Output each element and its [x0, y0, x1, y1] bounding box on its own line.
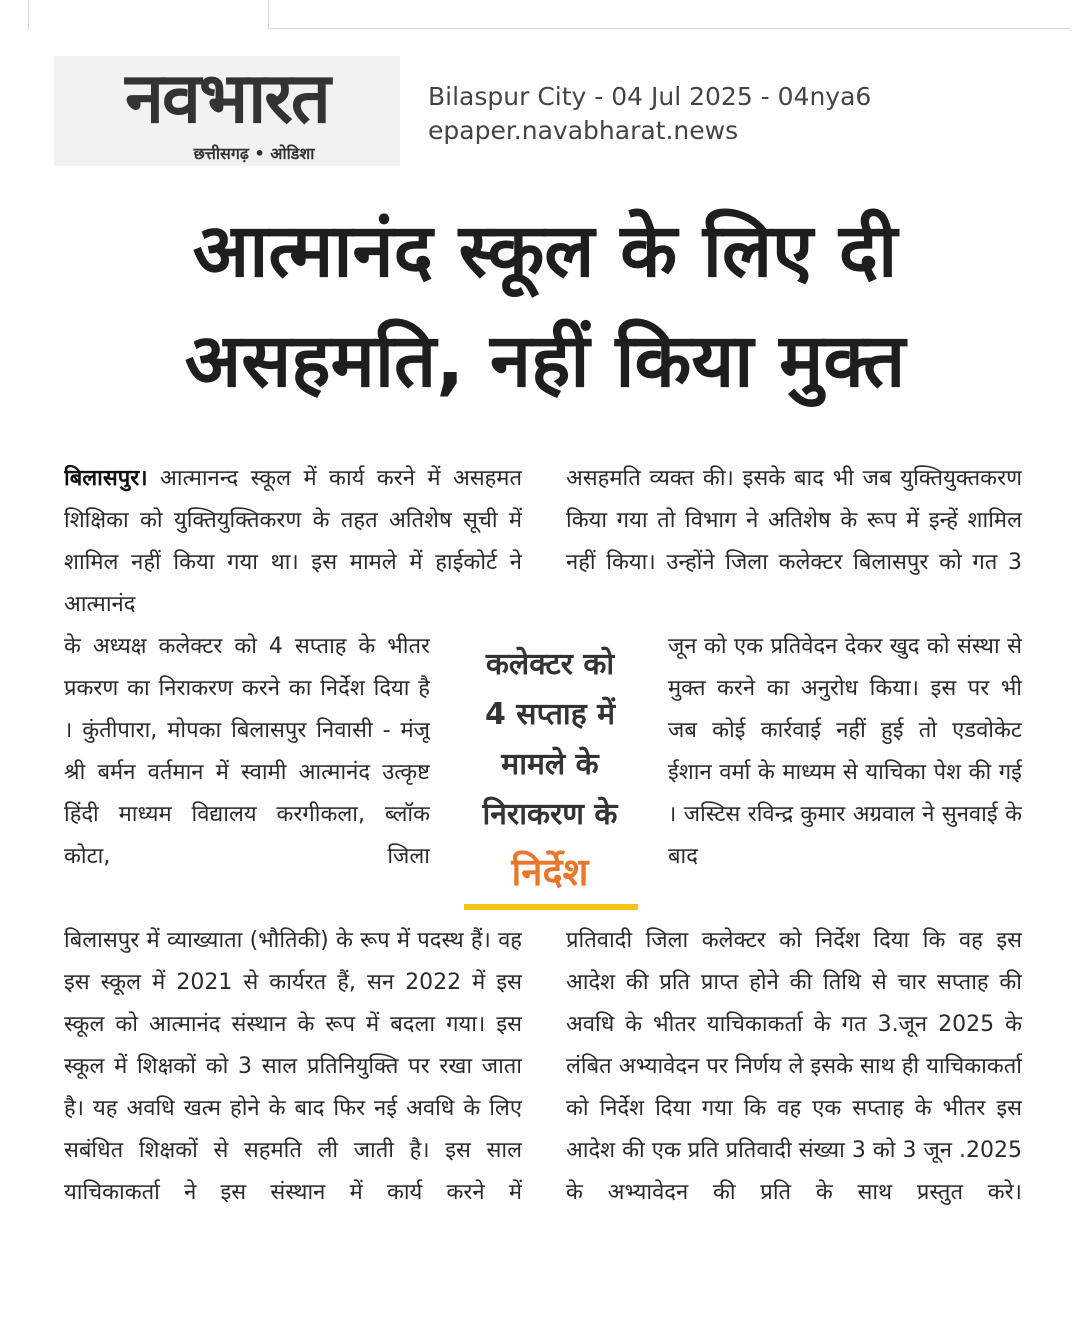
article-headline — [40, 196, 1050, 426]
article-column-left-top — [64, 458, 522, 626]
article-text: बिलासपुर में व्याख्याता (भौतिकी) के रूप में पदस्थ हैं। वह इस स्कूल में 2021 से कार्यरत हैं, सन 2022 में इस स्कूल को आत्मानंद संस्थान के रूप में बदला गया। इस स्कूल में शिक्षकों को 3 साल प्रतिनियुक्ति पर रखा जाता है। यह अवधि खत्म होने के बाद फिर नई अवधि के लिए सबंधित शिक्षकों से सहमति ली जाती है। इस साल याचिकाकर्ता ने इस संस्थान में कार्य करने में — [64, 928, 522, 1205]
article-column-left-bottom — [64, 920, 522, 1300]
article-text: के अध्यक्ष कलेक्टर को 4 सप्ताह के भीतर प्रकरण का निराकरण करने का निर्देश दिया है । कुंतीपारा, मोपका बिलासपुर निवासी - मंजू श्री बर्मन वर्तमान में स्वामी आत्मानंद उत्कृष्ट हिंदी माध्यम विद्यालय करगीकला, ब्लॉक कोटा, जिला — [64, 634, 430, 869]
edition-info — [428, 80, 1048, 150]
article-text: प्रतिवादी जिला कलेक्टर को निर्देश दिया कि वह इस आदेश की प्रति प्राप्त होने की तिथि से चार सप्ताह की अवधि के भीतर याचिकाकर्ता के गत 3.जून 2025 के लंबित अभ्यावेदन पर निर्णय ले इसके साथ ही याचिकाकर्ता को निर्देश दिया गया कि वह एक सप्ताह के भीतर इस आदेश की एक प्रति प्रतिवादी संख्या 3 को 3 जून .2025 के अभ्यावेदन की प्रति के साथ प्रस्तुत करे। — [566, 928, 1022, 1205]
epaper-url: epaper.navabharat.news — [428, 116, 739, 145]
logo-subtitle: छत्तीसगढ़ • ओडिशा — [193, 144, 315, 163]
pull-quote — [460, 640, 640, 910]
divider — [268, 0, 269, 30]
article-column-right-mid — [668, 626, 1022, 920]
article-text: असहमति व्यक्त की। इसके बाद भी जब युक्तियुक्तकरण किया गया तो विभाग ने अतिशेष के रूप में इन्हें शामिल नहीं किया। उन्होंने जिला कलेक्टर बिलासपुर को गत 3 — [566, 466, 1022, 575]
dateline: बिलासपुर। — [64, 466, 148, 491]
pull-quote-underline — [464, 904, 638, 910]
headline-line-2: असहमति, नहीं किया मुक्त — [184, 318, 906, 404]
article-column-right-bottom — [566, 920, 1022, 1300]
pull-quote-line: निराकरण के — [482, 797, 618, 832]
pull-quote-line: मामले के — [501, 747, 599, 782]
newspaper-logo: नवभारत — [125, 60, 329, 136]
article-text: आत्मानन्द स्कूल में कार्य करने में असहमत शिक्षिका को युक्तियुक्तिकरण के तहत अतिशेष सूची में शामिल नहीं किया गया था। इस मामले में हाईकोर्ट ने आत्मानंद — [64, 466, 522, 617]
pull-quote-line: कलेक्टर को — [485, 647, 615, 682]
divider — [270, 28, 1070, 29]
divider — [28, 0, 29, 30]
pull-quote-highlight: निर्देश — [511, 850, 589, 894]
edition-line: Bilaspur City - 04 Jul 2025 - 04nya6 — [428, 82, 872, 111]
article-column-left-mid — [64, 626, 430, 920]
page-top-rule — [0, 0, 1080, 30]
article-column-right-top — [566, 458, 1022, 626]
article-text: जून को एक प्रतिवेदन देकर खुद को संस्था से मुक्त करने का अनुरोध किया। इस पर भी जब कोई कार्रवाई नहीं हुई तो एडवोकेट ईशान वर्मा के माध्यम से याचिका पेश की गई । जस्टिस रविन्द्र कुमार अग्रवाल ने सुनवाई के बाद — [668, 634, 1022, 869]
newspaper-masthead — [54, 56, 400, 166]
headline-line-1: आत्मानंद स्कूल के लिए दी — [192, 208, 898, 294]
pull-quote-line: 4 सप्ताह में — [484, 697, 616, 732]
